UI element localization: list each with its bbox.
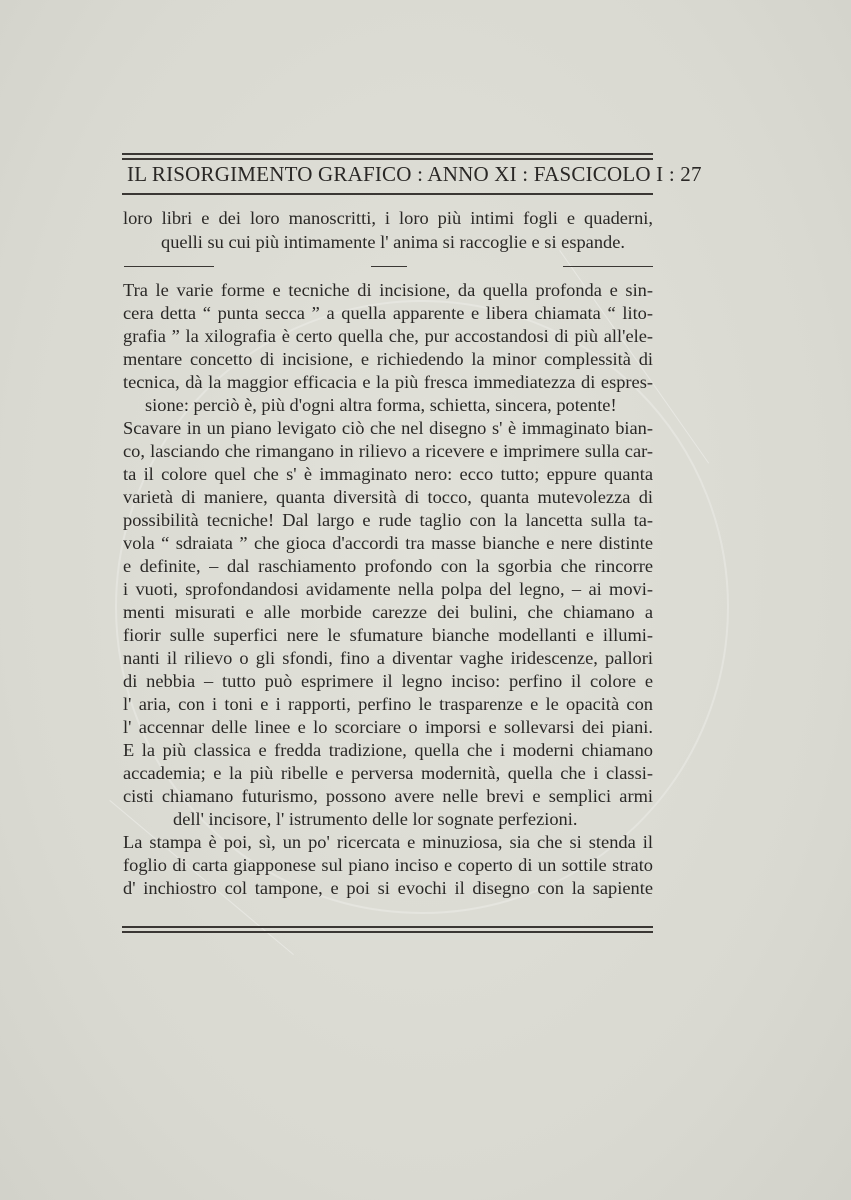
section-separator-center — [371, 266, 407, 267]
text-line: nanti il rilievo o gli sfondi, fino a diventar vaghe iridescenze, pallori — [123, 648, 653, 668]
header-top-rule — [122, 153, 653, 160]
text-line: di nebbia – tutto può esprimere il legno inciso: perfino il colore e — [123, 671, 653, 691]
text-line: E la più classica e fredda tradizione, quella che i moderni chiamano — [123, 740, 653, 760]
text-line: cera detta “ punta secca ” a quella apparente e libera chiamata “ lito- — [123, 303, 653, 323]
text-line: l' accennar delle linee e lo scorciare o imporsi e sollevarsi dei piani. — [123, 717, 653, 737]
text-line: loro libri e dei loro manoscritti, i loro più intimi fogli e quaderni, — [123, 208, 653, 228]
text-line: e definite, – dal raschiamento profondo con la sgorbia che rincorre — [123, 556, 653, 576]
text-line: co, lasciando che rimangano in rilievo a ricevere e imprimere sulla car- — [123, 441, 653, 461]
section-separator-left — [124, 266, 214, 267]
text-line: accademia; e la più ribelle e perversa modernità, quella che i classi- — [123, 763, 653, 783]
text-line: Tra le varie forme e tecniche di incisione, da quella profonda e sin- — [123, 280, 653, 300]
text-line: fiorir sulle superfici nere le sfumature bianche modellanti e illumi- — [123, 625, 653, 645]
text-line: dell' incisore, l' istrumento delle lor sognate perfezioni. — [173, 809, 578, 829]
text-line: mentare concetto di incisione, e richiedendo la minor complessità di — [123, 349, 653, 369]
section-separator-right — [563, 266, 653, 267]
header-bottom-rule — [122, 193, 653, 195]
text-line: foglio di carta giapponese sul piano inciso e coperto di un sottile strato — [123, 855, 653, 875]
text-line: tecnica, dà la maggior efficacia e la più fresca immediatezza di espres- — [123, 372, 653, 392]
text-line: i vuoti, sprofondandosi avidamente nella polpa del legno, – ai movi- — [123, 579, 653, 599]
text-line: quelli su cui più intimamente l' anima si raccoglie e si espande. — [161, 232, 625, 252]
text-line: l' aria, con i toni e i rapporti, perfino le trasparenze e le opacità con — [123, 694, 653, 714]
text-line: Scavare in un piano levigato ciò che nel disegno s' è immaginato bian- — [123, 418, 653, 438]
footer-rule — [122, 926, 653, 933]
text-line: cisti chiamano futurismo, possono avere nelle brevi e semplici armi — [123, 786, 653, 806]
text-line: grafia ” la xilografia è certo quella che, pur accostandosi di più all'ele- — [123, 326, 653, 346]
text-line: ta il colore quel che s' è immaginato nero: ecco tutto; eppure quanta — [123, 464, 653, 484]
text-line: vola “ sdraiata ” che gioca d'accordi tra masse bianche e nere distinte — [123, 533, 653, 553]
text-line: menti misurati e alle morbide carezze dei bulini, che chiamano a — [123, 602, 653, 622]
text-line: varietà di maniere, quanta diversità di tocco, quanta mutevolezza di — [123, 487, 653, 507]
running-header: IL RISORGIMENTO GRAFICO : ANNO XI : FASCICOLO I : 27 — [127, 162, 702, 186]
text-line: possibilità tecniche! Dal largo e rude taglio con la lancetta sulla ta- — [123, 510, 653, 530]
text-line: d' inchiostro col tampone, e poi si evochi il disegno con la sapiente — [123, 878, 653, 898]
text-line: La stampa è poi, sì, un po' ricercata e minuziosa, sia che si stenda il — [123, 832, 653, 852]
text-line: sione: perciò è, più d'ogni altra forma, schietta, sincera, potente! — [145, 395, 617, 415]
